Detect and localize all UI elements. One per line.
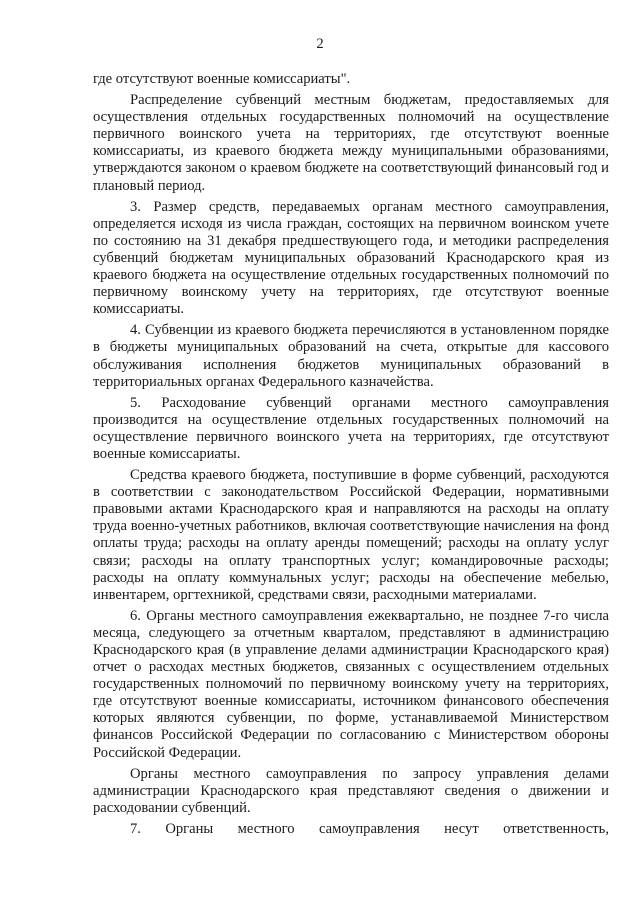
paragraph-subvention-distribution: Распределение субвенций местным бюджетам, предоставляемых для осуществления отдельных государственных полномочий на осуществление первичного воинского учета на территориях, где отсутствуют военные комиссариаты, из краевого бюджета между муниципальными образованиями, утверждаются законом о краевом бюджете на соответствующий финансовый год и плановый период. [93,92,609,194]
paragraph-item-5: 5. Расходование субвенций органами местного самоуправления производится на осуществление отдельных государственных полномочий на осуществление первичного воинского учета на территориях, где отсутствуют военные комиссариаты. [93,394,609,462]
paragraph-item-7: 7. Органы местного самоуправления несут ответственность, [130,820,609,837]
paragraph-item-6: 6. Органы местного самоуправления ежеквартально, не позднее 7-го числа месяца, следующего за отчетным кварталом, представляют в администрацию Краснодарского края (в управление делами администрации Краснодарского края) отчет о расходах местных бюджетов, связанных с осуществлением отдельных государственных полномочий по первичному воинскому учету на территориях, где отсутствуют военные комиссариаты, источником финансового обеспечения которых являются субвенции, по форме, устанавливаемой Министерством финансов Российской Федерации по согласованию с Министерством обороны Российской Федерации. [93,607,609,761]
paragraph-continuation: где отсутствуют военные комиссариаты". [93,71,351,87]
paragraph-funds-usage: Средства краевого бюджета, поступившие в форме субвенций, расходуются в соответствии с законодательством Российской Федерации, нормативными правовыми актами Краснодарского края и направляются на расходы на оплату труда военно-учетных работников, включая соответствующие начисления на фонд оплаты труда; расходы на оплату аренды помещений; расходы на оплату услуг связи; расходы на оплату транспортных услуг; командировочные расходы; расходы на оплату коммунальных услуг; расходы на обеспечение мебелью, инвентарем, оргтехникой, средствами связи, расходными материалами. [93,467,609,603]
page-number: 2 [316,36,324,52]
paragraph-information-request: Органы местного самоуправления по запросу управления делами администрации Краснодарского края представляют сведения о движении и расходовании субвенций. [93,765,609,816]
paragraph-item-4: 4. Субвенции из краевого бюджета перечисляются в установленном порядке в бюджеты муниципальных образований на счета, открытые для кассового обслуживания исполнения бюджетов муниципальных образований в территориальных органах Федерального казначейства. [93,322,609,390]
document-body [93,71,609,842]
paragraph-item-3: 3. Размер средств, передаваемых органам местного самоуправления, определяется исходя из числа граждан, состоящих на первичном воинском учете по состоянию на 31 декабря предшествующего года, и методики распределения субвенций бюджетам муниципальных образований Краснодарского края из краевого бюджета на осуществление отдельных государственных полномочий по первичному воинскому учету на территориях, где отсутствуют военные комиссариаты. [93,198,609,318]
